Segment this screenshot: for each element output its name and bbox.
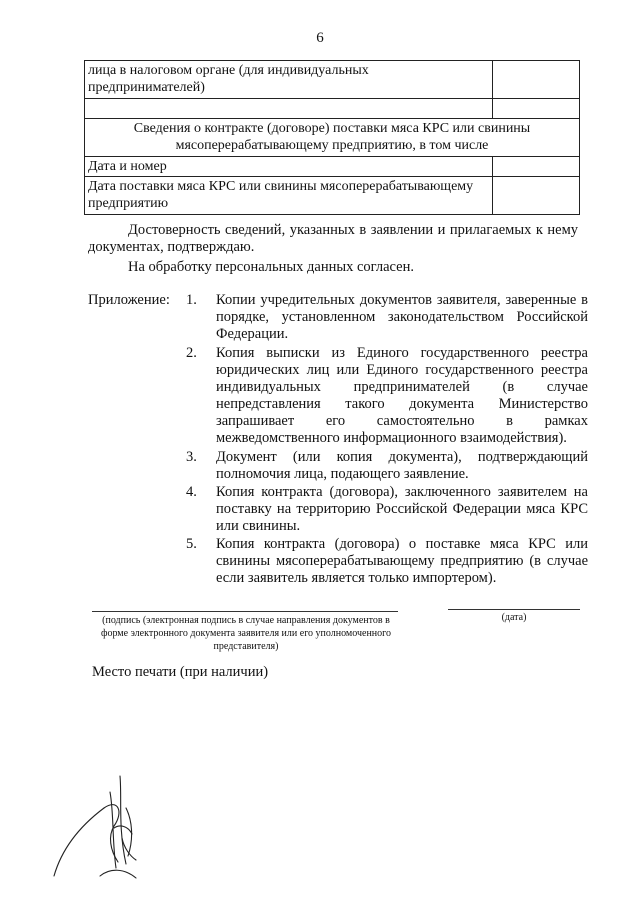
item-number: 5. bbox=[186, 536, 197, 552]
page-number: 6 bbox=[316, 30, 324, 46]
application-data-table bbox=[84, 60, 580, 215]
table-row bbox=[85, 61, 580, 99]
handwritten-signature bbox=[40, 768, 150, 888]
item-number: 4. bbox=[186, 484, 197, 500]
tax-registration-value[interactable] bbox=[493, 61, 580, 99]
contract-section-heading: Сведения о контракте (договоре) поставки мяса КРС или свинины мясоперерабатывающему предприятию, в том числе bbox=[85, 119, 580, 157]
stamp-place-label: Место печати (при наличии) bbox=[92, 664, 269, 680]
delivery-date-label: Дата поставки мяса КРС или свинины мясоперерабатывающему предприятию bbox=[85, 177, 493, 215]
date-number-value[interactable] bbox=[493, 157, 580, 177]
reliability-statement: Достоверность сведений, указанных в заявлении и прилагаемых к нему документах, подтверждаю. bbox=[88, 222, 578, 255]
signature-line bbox=[92, 611, 398, 612]
item-text: Копия выписки из Единого государственного реестра юридических лиц или Единого государственного реестра индивидуальных предпринимателей (в случае непредставления такого документа Министерство запрашивает его самостоятельно в рамках межведомственного информационного взаимодействия). bbox=[216, 345, 588, 446]
tax-registration-label: лица в налоговом органе (для индивидуальных предпринимателей) bbox=[85, 61, 493, 99]
delivery-date-value[interactable] bbox=[493, 177, 580, 215]
empty-cell bbox=[85, 99, 493, 119]
item-text: Копия контракта (договора), заключенного заявителем на поставку на территорию Российской Федерации мяса КРС или свинины. bbox=[216, 484, 588, 534]
item-number: 3. bbox=[186, 449, 197, 465]
item-number: 1. bbox=[186, 292, 197, 308]
table-row bbox=[85, 157, 580, 177]
item-text: Копия контракта (договора) о поставке мяса КРС или свинины мясоперерабатывающему предприятию (в случае если заявитель является только импортером). bbox=[216, 536, 588, 586]
appendix-label: Приложение: bbox=[88, 292, 170, 308]
table-row bbox=[85, 119, 580, 157]
item-text: Документ (или копия документа), подтверждающий полномочия лица, подающего заявление. bbox=[216, 449, 588, 482]
date-number-label: Дата и номер bbox=[85, 157, 493, 177]
date-line bbox=[448, 609, 580, 610]
table-row bbox=[85, 177, 580, 215]
date-caption: (дата) bbox=[501, 612, 527, 623]
table-row bbox=[85, 99, 580, 119]
item-text: Копии учредительных документов заявителя, заверенные в порядке, установленном законодательством Российской Федерации. bbox=[216, 292, 588, 342]
empty-value-cell[interactable] bbox=[493, 99, 580, 119]
consent-statement: На обработку персональных данных согласен. bbox=[128, 259, 414, 275]
signature-caption: (подпись (электронная подпись в случае направления документов в форме электронного документа заявителя или его уполномоченного представителя) bbox=[100, 615, 392, 652]
item-number: 2. bbox=[186, 345, 197, 361]
